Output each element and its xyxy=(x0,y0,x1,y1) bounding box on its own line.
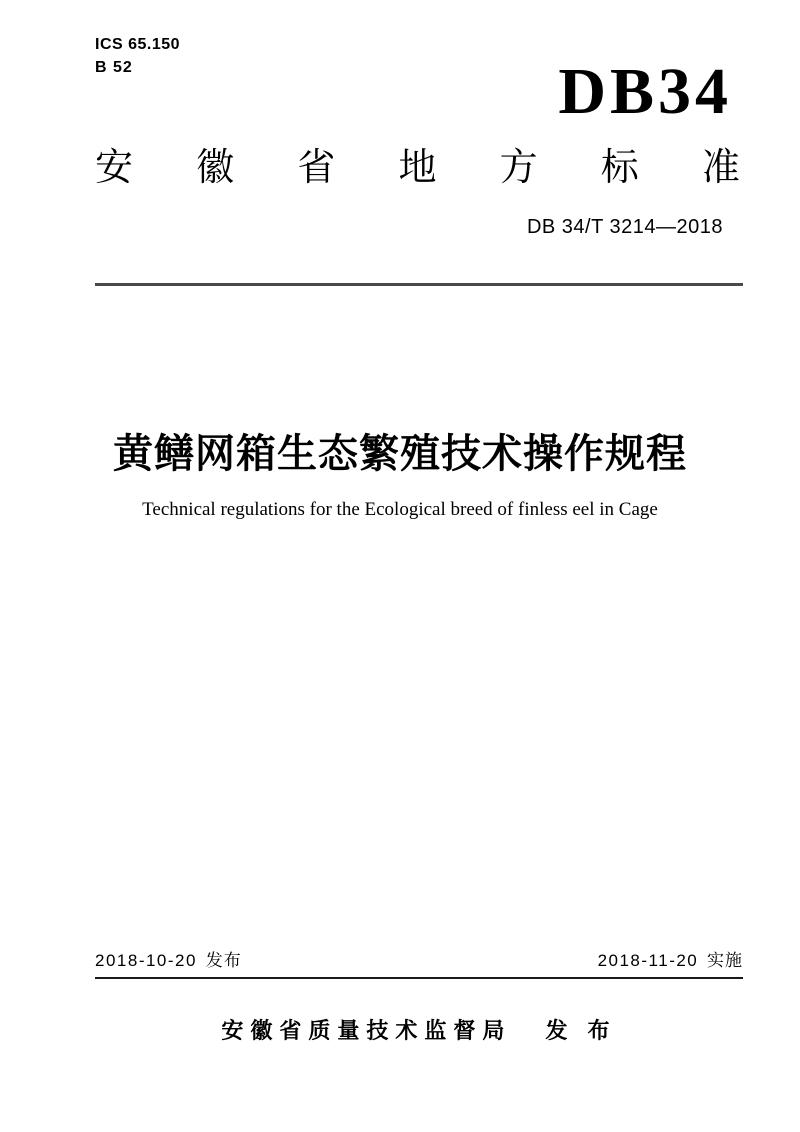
implementation-date: 2018-11-20 xyxy=(597,951,699,970)
issue-date-item xyxy=(95,946,242,971)
dates-row xyxy=(95,946,743,971)
standard-name-char: 方 xyxy=(499,147,538,189)
doc-classification-code: B 52 xyxy=(95,59,133,76)
issue-date-label: 发布 xyxy=(205,951,242,970)
implementation-date-item xyxy=(598,946,743,971)
publisher-row xyxy=(95,1014,743,1045)
standard-name-char: 标 xyxy=(600,147,639,189)
implementation-date-label: 实施 xyxy=(707,951,743,970)
standard-name-char: 地 xyxy=(398,147,437,189)
standard-name-char: 徽 xyxy=(196,147,235,189)
ics-code: ICS 65.150 xyxy=(95,36,181,53)
standard-name-char: 准 xyxy=(701,147,740,189)
header-divider-rule xyxy=(95,283,743,286)
document-title-chinese: 黄鳝网箱生态繁殖技术操作规程 xyxy=(113,432,687,476)
footer-divider-rule xyxy=(95,977,743,979)
standard-name-char: 省 xyxy=(297,147,336,189)
issue-date: 2018-10-20 xyxy=(95,951,197,970)
standard-number: DB 34/T 3214—2018 xyxy=(526,216,723,238)
standard-name-char: 安 xyxy=(95,147,134,189)
standard-name xyxy=(95,148,740,190)
publisher-name: 安徽省质量技术监督局 xyxy=(221,1018,512,1043)
db34-logo: DB34 xyxy=(558,55,732,128)
publish-action-label: 发 布 xyxy=(545,1018,617,1043)
document-title-english: Technical regulations for the Ecological breed of finless eel in Cage xyxy=(142,499,658,520)
